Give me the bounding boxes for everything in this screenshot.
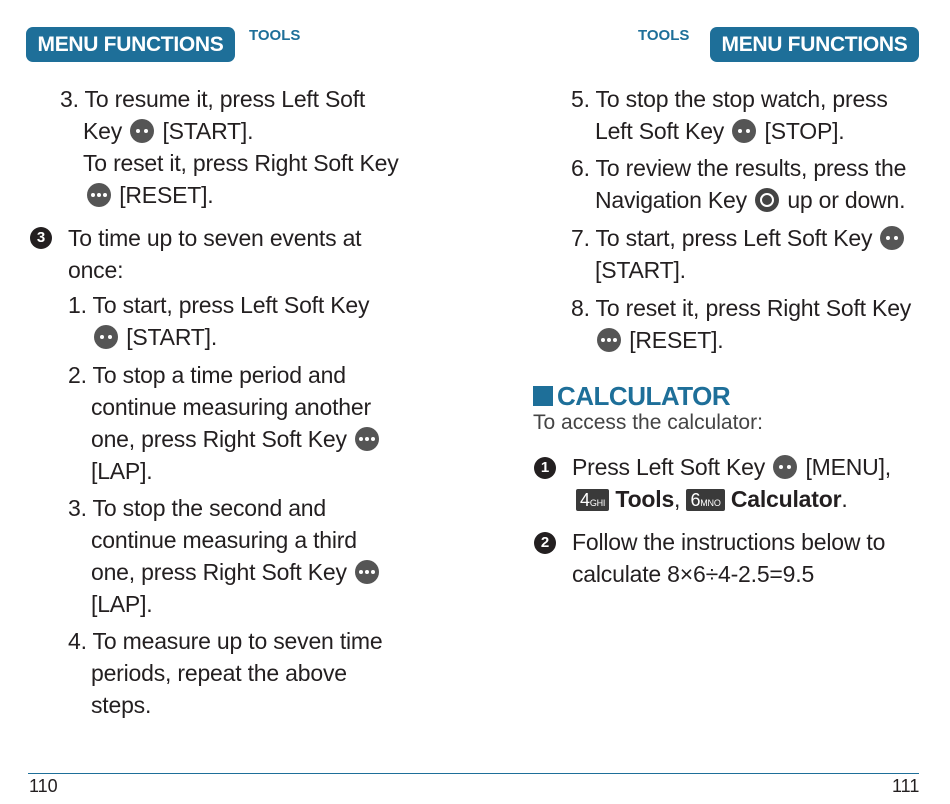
left-soft-key-icon — [732, 119, 756, 143]
section-subtitle-left: TOOLS — [249, 27, 301, 44]
text: Press Left Soft Key — [572, 454, 766, 480]
text: one, press Right Soft Key — [91, 559, 347, 585]
page-number-left: 110 — [29, 776, 58, 796]
calculator-label: Calculator — [730, 486, 842, 512]
calc-step-1-line-1 — [572, 451, 891, 483]
item-1-line-2 — [92, 321, 217, 353]
right-soft-key-icon — [355, 427, 379, 451]
item-6-line-2 — [595, 184, 905, 216]
section-title-right: MENU FUNCTIONS — [710, 27, 919, 62]
item-2-line-1: 2. To stop a time period and — [68, 362, 346, 388]
text: Navigation Key — [595, 187, 747, 213]
item-2-line-2: continue measuring another — [91, 394, 371, 420]
text: [START]. — [162, 118, 254, 144]
key-6-digit: 6 — [690, 490, 701, 510]
item-1-line-1: 1. To start, press Left Soft Key — [68, 292, 370, 318]
right-soft-key-icon — [355, 560, 379, 584]
text: [START]. — [126, 324, 218, 350]
calculator-subheading: To access the calculator: — [533, 411, 763, 434]
item-7-line-2: [START]. — [595, 257, 686, 283]
section-subtitle-right: TOOLS — [638, 27, 690, 44]
item-7-line-1 — [571, 222, 906, 254]
tools-label: Tools — [615, 486, 675, 512]
item-4-line-2: periods, repeat the above — [91, 660, 347, 686]
calc-step-1-line-2: 4GHI Tools, 6MNO Calculator. — [576, 483, 848, 515]
key-6-letters: MNO — [700, 498, 721, 508]
item-2-line-3 — [91, 423, 381, 455]
item-4-line-1: 4. To measure up to seven time — [68, 628, 383, 654]
text: Left Soft Key — [595, 118, 725, 144]
key-4-digit: 4 — [580, 490, 590, 510]
intro-line-1: To time up to seven events at — [68, 225, 362, 251]
item-5-line-1: 5. To stop the stop watch, press — [571, 86, 888, 112]
left-soft-key-icon — [130, 119, 154, 143]
left-soft-key-icon — [880, 226, 904, 250]
text: [STOP]. — [764, 118, 845, 144]
item-5-line-2 — [595, 115, 844, 147]
item-8-line-2 — [595, 324, 723, 356]
step-3-resume-line: 3. To resume it, press Left Soft — [60, 86, 366, 112]
item-8-line-1: 8. To reset it, press Right Soft Key — [571, 295, 912, 321]
navigation-key-icon — [755, 188, 779, 212]
step-3-reset-line: To reset it, press Right Soft Key — [83, 150, 399, 176]
step-bullet-1: 1 — [534, 457, 556, 479]
text: [RESET]. — [119, 182, 214, 208]
item-3-line-3 — [91, 556, 381, 588]
text: Key — [83, 118, 123, 144]
text: up or down. — [787, 187, 906, 213]
step-bullet-2: 2 — [534, 532, 556, 554]
key-4-letters: GHI — [589, 498, 606, 508]
key-6-icon — [686, 489, 724, 511]
intro-line-2: once: — [68, 257, 124, 283]
step-bullet-3: 3 — [30, 227, 52, 249]
calc-step-2-line-2: calculate 8×6÷4-2.5=9.5 — [572, 561, 815, 587]
text: [MENU], — [805, 454, 891, 480]
item-3-line-2: continue measuring a third — [91, 527, 357, 553]
item-3-line-4: [LAP]. — [91, 591, 153, 617]
right-soft-key-icon — [597, 328, 621, 352]
text: one, press Right Soft Key — [91, 426, 347, 452]
step-3-reset-line-2 — [85, 179, 213, 211]
heading-text: CALCULATOR — [557, 381, 731, 411]
left-soft-key-icon — [773, 455, 797, 479]
footer-rule — [28, 773, 919, 774]
text: 7. To start, press Left Soft Key — [571, 225, 873, 251]
calc-step-2-line-1: Follow the instructions below to — [572, 529, 886, 555]
key-4-icon — [576, 489, 609, 511]
item-4-line-3: steps. — [91, 692, 152, 718]
section-title-left: MENU FUNCTIONS — [26, 27, 235, 62]
page-number-right: 111 — [892, 776, 920, 796]
right-soft-key-icon — [87, 183, 111, 207]
left-soft-key-icon — [94, 325, 118, 349]
item-2-line-4: [LAP]. — [91, 458, 153, 484]
item-3-line-1: 3. To stop the second and — [68, 495, 326, 521]
text: [RESET]. — [629, 327, 724, 353]
item-6-line-1: 6. To review the results, press the — [571, 155, 907, 181]
step-3-resume-line-2 — [83, 115, 253, 147]
square-bullet-icon — [533, 386, 553, 406]
